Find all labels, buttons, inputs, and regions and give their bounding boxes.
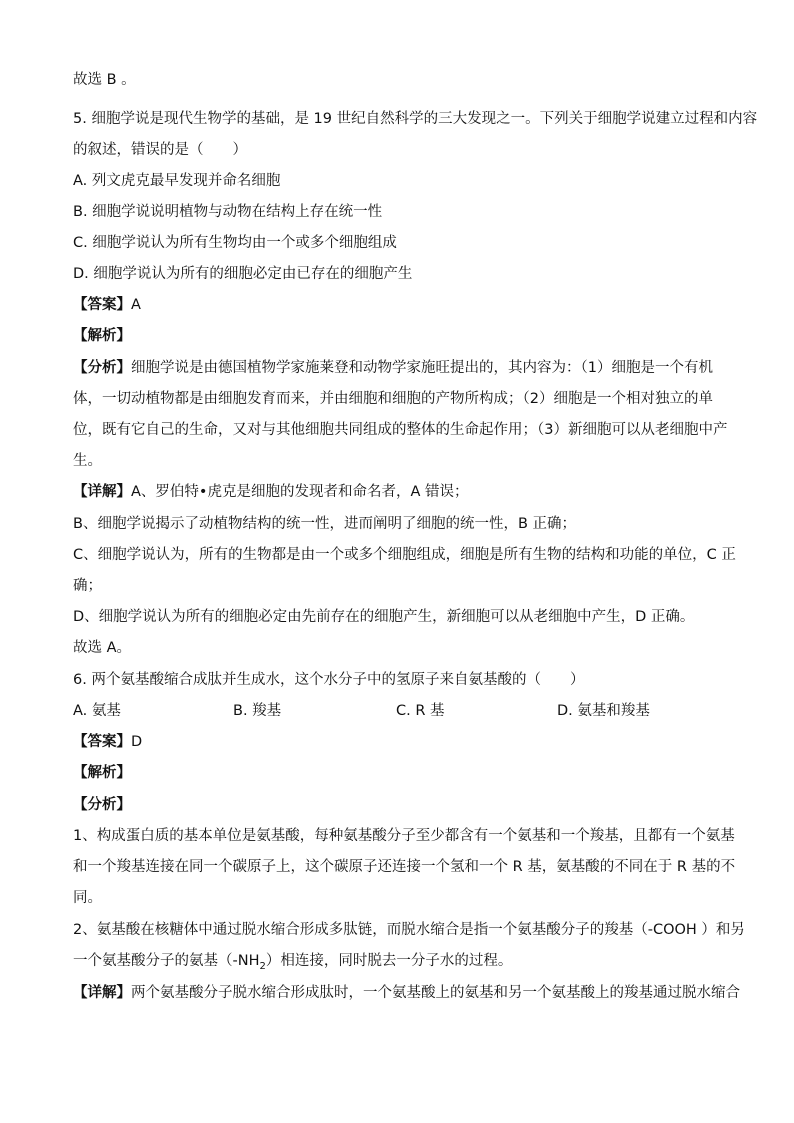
q6-point1-line-2: 和一个羧基连接在同一个碳原子上，这个碳原子还连接一个氢和一个 R 基，氨基酸的不同在于 R 基的不: [73, 859, 736, 875]
q5-fenxi-line-1: [73, 358, 713, 378]
q6-xiangjie-line-1: [73, 983, 740, 1003]
previous-conclusion: 故选 B 。: [73, 72, 136, 88]
q5-stem-line-2: 的叙述，错误的是（ ）: [73, 142, 247, 158]
q5-option-d: D. 细胞学说认为所有的细胞必定由已存在的细胞产生: [73, 266, 413, 282]
q5-fenxi-line-4: 生。: [73, 453, 102, 469]
q6-point1-line-3: 同。: [73, 890, 102, 906]
q6-point1-line-1: 1、构成蛋白质的基本单位是氨基酸，每种氨基酸分子至少都含有一个氨基和一个羧基，且都有一个氨基: [73, 828, 735, 844]
q5-option-c: C. 细胞学说认为所有生物均由一个或多个细胞组成: [73, 235, 397, 251]
q5-answer-value: A: [131, 297, 141, 313]
q6-answer: [73, 732, 142, 752]
q5-analysis-tag: 【解析】: [73, 328, 131, 344]
q6-xiangjie-tag: 【详解】: [73, 985, 131, 1001]
q5-fenxi-line-2: 体，一切动植物都是由细胞发育而来，并由细胞和细胞的产物所构成；（2）细胞是一个相对独立的单: [73, 391, 713, 407]
q6-point2-subscript: 2: [259, 960, 266, 972]
q5-fenxi-tag: 【分析】: [73, 360, 131, 376]
q6-point2-text-a: 一个氨基酸分子的氨基（-NH: [73, 953, 260, 969]
q5-xiangjie-text-1: A、罗伯特•虎克是细胞的发现者和命名者，A 错误；: [131, 484, 469, 500]
q5-xiangjie-line-4: 确；: [73, 578, 102, 594]
q6-option-d: D. 氨基和羧基: [557, 703, 650, 719]
q5-xiangjie-line-5: D、细胞学说认为所有的细胞必定由先前存在的细胞产生，新细胞可以从老细胞中产生，D 正确。: [73, 609, 695, 625]
q6-option-c: C. R 基: [396, 703, 445, 719]
q6-point2-text-b: ）相连接，同时脱去一分子水的过程。: [265, 953, 513, 969]
q5-fenxi-text-1: 细胞学说是由德国植物学家施莱登和动物学家施旺提出的，其内容为：（1）细胞是一个有机: [131, 360, 713, 376]
q5-xiangjie-line-1: [73, 482, 469, 502]
q5-option-b: B. 细胞学说说明植物与动物在结构上存在统一性: [73, 204, 383, 220]
q5-answer: [73, 295, 141, 315]
q6-option-a: A. 氨基: [73, 703, 121, 719]
q6-fenxi-tag: 【分析】: [73, 797, 131, 813]
q5-answer-tag: 【答案】: [73, 297, 131, 313]
q5-option-a: A. 列文虎克最早发现并命名细胞: [73, 173, 281, 189]
q6-answer-value: D: [131, 734, 143, 750]
q6-stem: 6. 两个氨基酸缩合成肽并生成水，这个水分子中的氢原子来自氨基酸的（ ）: [73, 672, 585, 688]
q6-point2-line-2: [73, 951, 512, 977]
q6-xiangjie-text-1: 两个氨基酸分子脱水缩合形成肽时，一个氨基酸上的氨基和另一个氨基酸上的羧基通过脱水缩合: [131, 985, 740, 1001]
q6-option-b: B. 羧基: [233, 703, 282, 719]
q5-xiangjie-line-2: B、细胞学说揭示了动植物结构的统一性，进而阐明了细胞的统一性，B 正确；: [73, 516, 577, 532]
q5-fenxi-line-3: 位，既有它自己的生命，又对与其他细胞共同组成的整体的生命起作用；（3）新细胞可以从老细胞中产: [73, 422, 728, 438]
q5-conclusion: 故选 A。: [73, 640, 132, 656]
q5-xiangjie-tag: 【详解】: [73, 484, 131, 500]
q6-point2-line-1: 2、氨基酸在核糖体中通过脱水缩合形成多肽链，而脱水缩合是指一个氨基酸分子的羧基（-COOH ）和另: [73, 922, 745, 938]
q5-stem-line-1: 5. 细胞学说是现代生物学的基础，是 19 世纪自然科学的三大发现之一。下列关于细胞学说建立过程和内容: [73, 111, 758, 127]
q5-xiangjie-line-3: C、细胞学说认为，所有的生物都是由一个或多个细胞组成，细胞是所有生物的结构和功能的单位，C 正: [73, 547, 736, 563]
q6-analysis-tag: 【解析】: [73, 765, 131, 781]
q6-answer-tag: 【答案】: [73, 734, 131, 750]
